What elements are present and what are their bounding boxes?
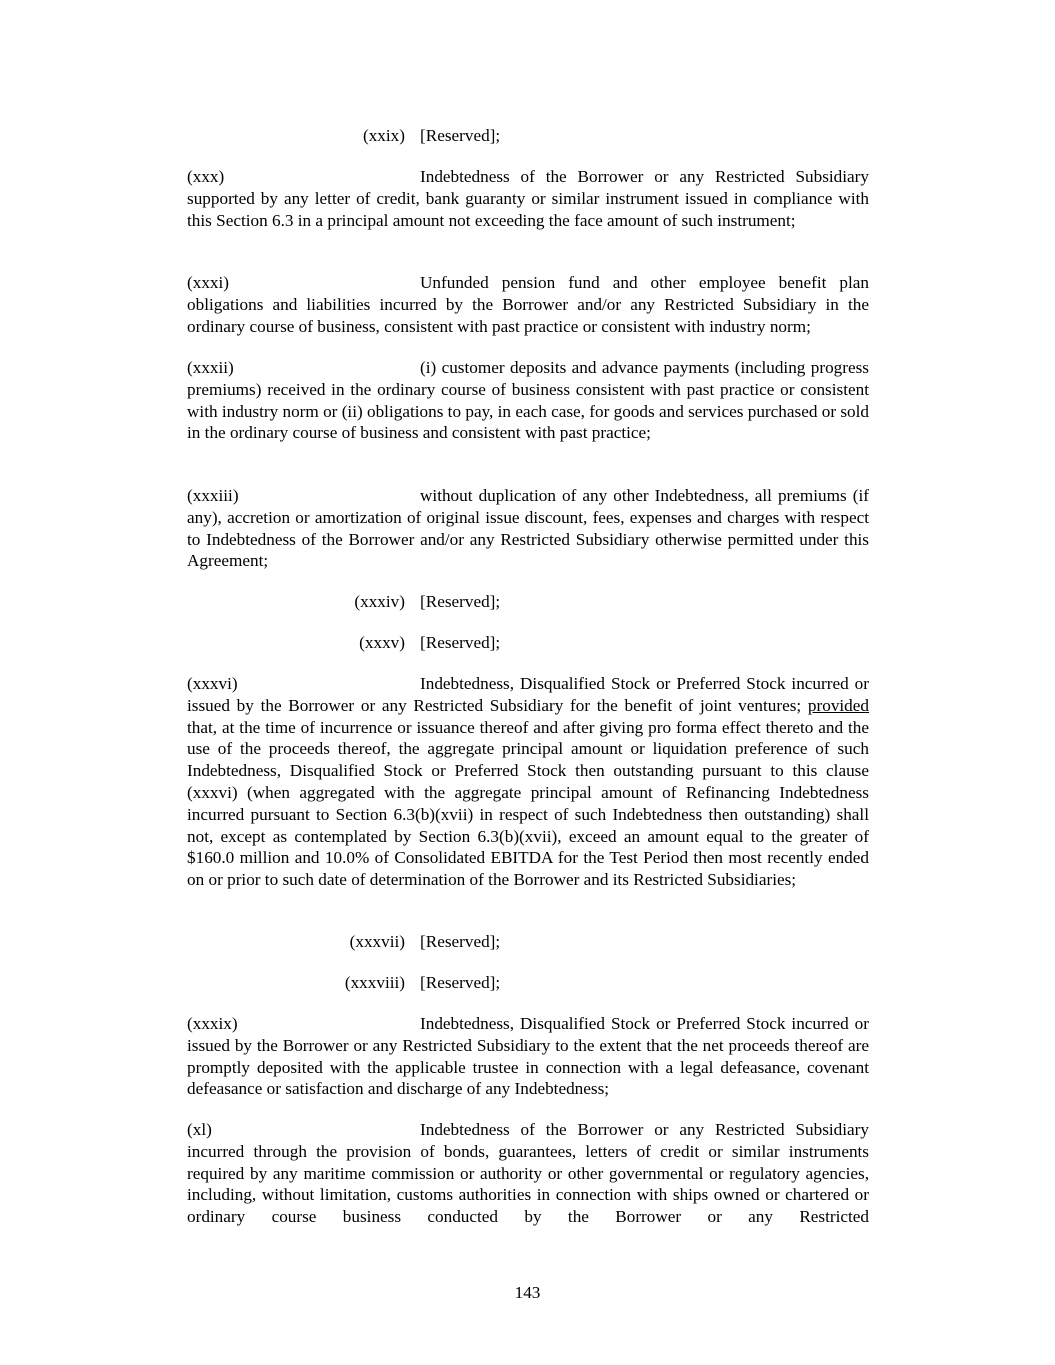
clause-text: Indebtedness, Disqualified Stock or Preferred Stock incurred or issued by the Borrower or any Restricted Subsidiary to the extent that the net proceeds thereof are promptly deposited with the applicable trustee in connection with a legal defeasance, covenant defeasance or satisfaction and discharge of any Indebtedness; [187, 1014, 869, 1099]
clause-text: Indebtedness of the Borrower or any Restricted Subsidiary incurred through the provision of bonds, guarantees, letters of credit or similar instruments required by any maritime commission or authority or other governmental or regulatory agencies, including, without limitation, customs authorities in connection with ships owned or chartered or ordinary course business conducted by the Borrower or any Restricted [187, 1120, 869, 1227]
clause-number: (xxxii) [187, 358, 234, 377]
clause-text: without duplication of any other Indebtedness, all premiums (if any), accretion or amortization of original issue discount, fees, expenses and charges with respect to Indebtedness of the Borrower and/or any Restricted Subsidiary otherwise permitted under this Agreement; [187, 486, 869, 571]
clause-text-continued: that, at the time of incurrence or issuance thereof and after giving pro forma effect thereto and the use of the proceeds thereof, the aggregate principal amount or liquidation preference of such Indebtedness, Disqualified Stock or Preferred Stock then outstanding pursuant to this clause (xxxvi) (when aggregated with the aggregate principal amount of Refinancing Indebtedness incurred pursuant to Section 6.3(b)(xvii) in respect of such Indebtedness then outstanding) shall not, except as contemplated by Section 6.3(b)(xvii), exceed an amount equal to the greater of $160.0 million and 10.0% of Consolidated EBITDA for the Test Period then most recently ended on or prior to such date of determination of the Borrower and its Restricted Subsidiaries; [187, 717, 869, 890]
clause-xxxiv [187, 591, 869, 613]
clause-xxx [187, 166, 869, 231]
clause-number: (xxxvii) [349, 932, 405, 951]
clause-xxxi [187, 272, 869, 337]
clause-xxxvi [187, 673, 869, 891]
clause-text: [Reserved]; [420, 592, 501, 611]
clause-number: (xxxix) [187, 1014, 238, 1033]
clause-text: [Reserved]; [420, 633, 501, 652]
clause-xxxiii [187, 485, 869, 572]
clause-text: Indebtedness, Disqualified Stock or Preferred Stock incurred or issued by the Borrower or any Restricted Subsidiary for the benefit of joint ventures; [187, 674, 869, 715]
clause-number: (xxxi) [187, 273, 230, 292]
clause-xxxv [187, 632, 869, 654]
clause-number: (xxxv) [359, 633, 405, 652]
clause-xxxix [187, 1013, 869, 1100]
provided-term: provided [807, 695, 870, 715]
clause-number: (xxxviii) [344, 973, 405, 992]
clause-number: (xxxiii) [187, 486, 239, 505]
clause-text: [Reserved]; [420, 973, 501, 992]
clause-number: (xxx) [187, 167, 225, 186]
clause-xxxii [187, 357, 869, 444]
clause-xxxvii [187, 931, 869, 953]
page-number: 143 [514, 1283, 541, 1302]
clause-text: Indebtedness of the Borrower or any Restricted Subsidiary supported by any letter of credit, bank guaranty or similar instrument issued in compliance with this Section 6.3 in a principal amount not exceeding the face amount of such instrument; [187, 167, 869, 230]
clause-number: (xxxvi) [187, 674, 238, 693]
clause-number: (xxxiv) [354, 592, 405, 611]
clause-text: [Reserved]; [420, 932, 501, 951]
clause-text: Unfunded pension fund and other employee benefit plan obligations and liabilities incurred by the Borrower and/or any Restricted Subsidiary in the ordinary course of business, consistent with past practice or consistent with industry norm; [187, 273, 869, 336]
clause-number: (xl) [187, 1120, 212, 1139]
clause-xxix [187, 125, 869, 147]
clause-text: (i) customer deposits and advance payments (including progress premiums) received in the ordinary course of business consistent with past practice or consistent with industry norm or (ii) obligations to pay, in each case, for goods and services purchased or sold in the ordinary course of business and consistent with past practice; [187, 358, 869, 443]
clause-number: (xxix) [362, 126, 405, 145]
clause-xxxviii [187, 972, 869, 994]
clause-text: [Reserved]; [420, 126, 501, 145]
clause-xl [187, 1119, 869, 1228]
